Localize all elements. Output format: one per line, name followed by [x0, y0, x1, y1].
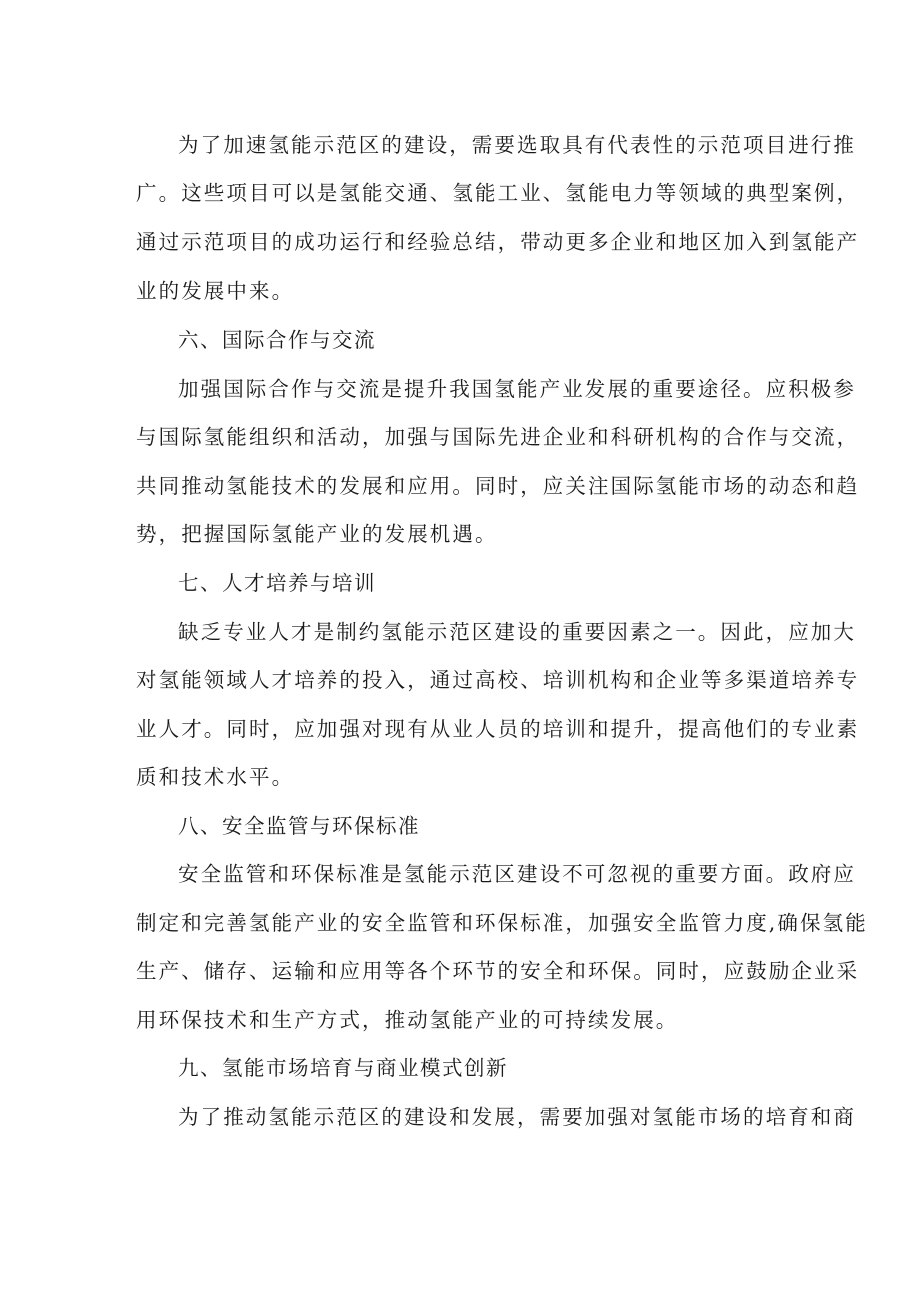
paragraph-line: 共同推动氢能技术的发展和应用。同时，应关注国际氢能市场的动态和趋 — [136, 474, 860, 498]
section-heading: 六、国际合作与交流 — [178, 328, 376, 352]
paragraph-line: 业的发展中来。 — [136, 279, 295, 303]
paragraph-line: 与国际氢能组织和活动，加强与国际先进企业和科研机构的合作与交流， — [136, 425, 860, 449]
section-heading: 九、氢能市场培育与商业模式创新 — [178, 1056, 508, 1080]
paragraph-line: 安全监管和环保标准是氢能示范区建设不可忽视的重要方面。政府应 — [178, 862, 856, 886]
paragraph-line: 势，把握国际氢能产业的发展机遇。 — [136, 522, 498, 546]
section-heading: 七、人才培养与培训 — [178, 571, 376, 595]
paragraph-line: 为了加速氢能示范区的建设，需要选取具有代表性的示范项目进行推 — [178, 133, 856, 157]
paragraph-line: 质和技术水平。 — [136, 765, 295, 789]
paragraph-line: 业人才。同时，应加强对现有从业人员的培训和提升，提高他们的专业素 — [136, 717, 860, 741]
paragraph-line: 缺乏专业人才是制约氢能示范区建设的重要因素之一。因此，应加大 — [178, 620, 856, 644]
paragraph-line: 用环保技术和生产方式，推动氢能产业的可持续发展。 — [136, 1008, 679, 1032]
paragraph-line: 加强国际合作与交流是提升我国氢能产业发展的重要途径。应积极参 — [178, 377, 856, 401]
section-heading: 八、安全监管与环保标准 — [178, 814, 420, 838]
paragraph-line: 生产、储存、运输和应用等各个环节的安全和环保。同时，应鼓励企业采 — [136, 959, 860, 983]
paragraph-line: 广。这些项目可以是氢能交通、氢能工业、氢能电力等领域的典型案例， — [136, 181, 860, 205]
paragraph-line: 通过示范项目的成功运行和经验总结，带动更多企业和地区加入到氢能产 — [136, 230, 860, 254]
paragraph-line: 制定和完善氢能产业的安全监管和环保标准，加强安全监管力度,确保氢能 — [136, 911, 868, 935]
paragraph-line: 对氢能领域人才培养的投入，通过高校、培训机构和企业等多渠道培养专 — [136, 668, 860, 692]
paragraph-line: 为了推动氢能示范区的建设和发展，需要加强对氢能市场的培育和商 — [178, 1105, 856, 1129]
